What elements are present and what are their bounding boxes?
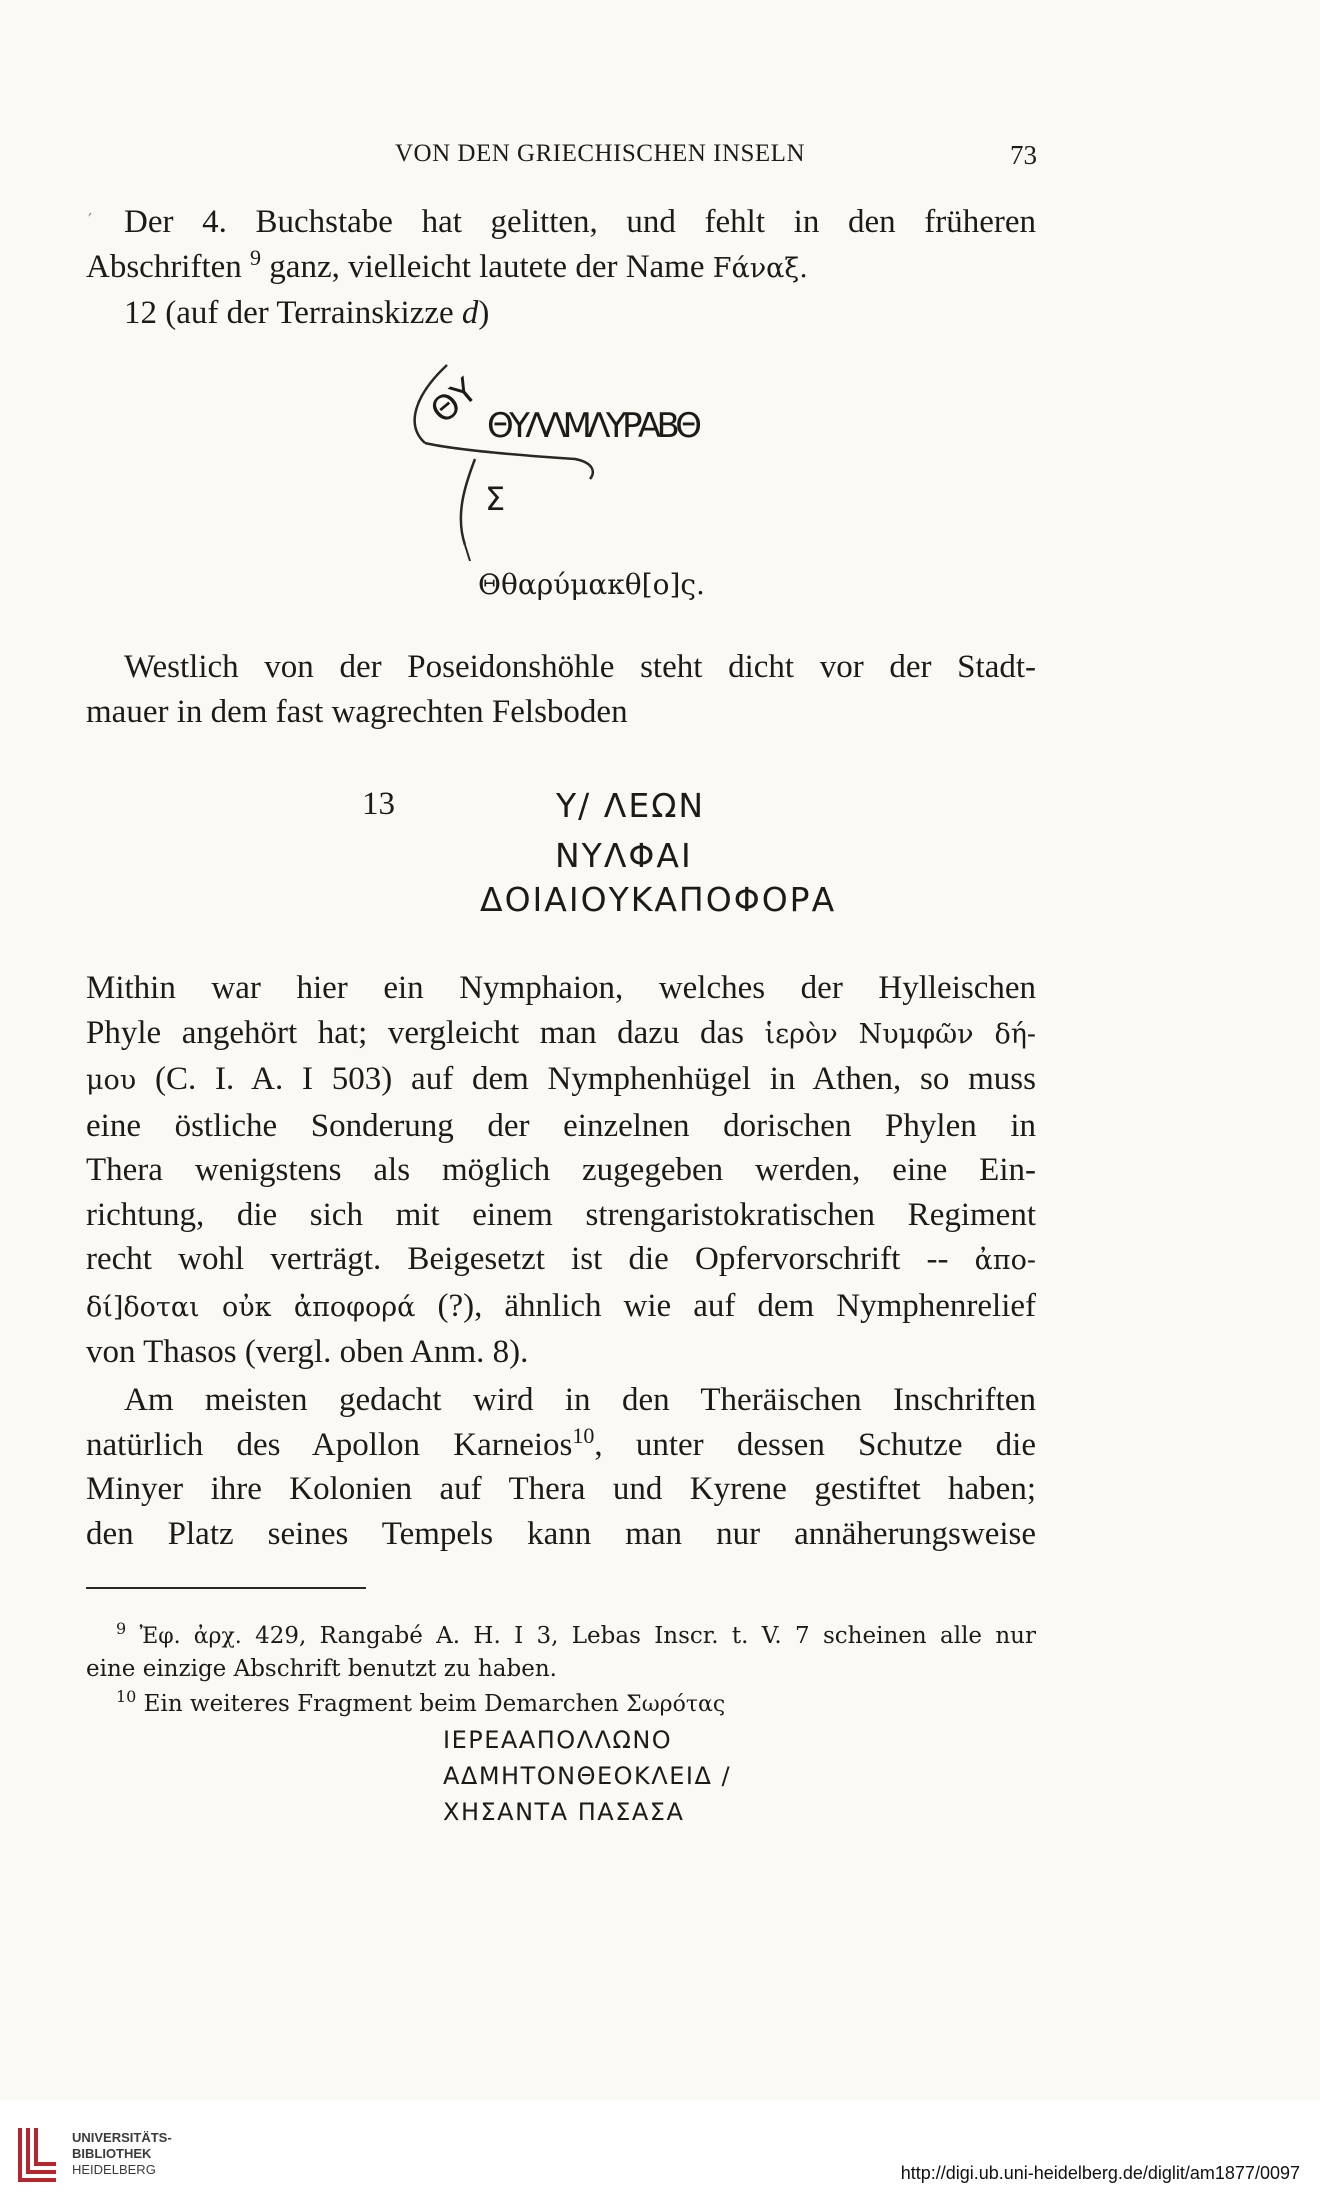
text-line: richtung, die sich mit einem strengaristokratischen Regiment <box>86 1196 1036 1233</box>
text-line: mauer in dem fast wagrechten Felsboden <box>86 693 628 730</box>
greek-phrase: δί]δοται οὐκ ἀποφορά <box>86 1291 416 1323</box>
library-logo-icon <box>14 2124 62 2184</box>
text-span: 12 (auf der Terrainskizze <box>124 295 454 331</box>
footnote-number: 10 <box>116 1687 137 1706</box>
text-span: ) <box>478 295 490 331</box>
text-span: Phyle angehört hat; vergleicht man dazu das <box>86 1014 745 1051</box>
text-line <box>86 1011 1036 1058</box>
sketch-caption: Θθαρύμακθ[ο]ς. <box>478 568 705 601</box>
text-span: recht wohl verträgt. Beigesetzt ist die Opfervorschrift -- <box>86 1241 949 1277</box>
paragraph-3 <box>86 966 1036 1375</box>
text-span: (C. I. A. I 503) auf dem Nymphenhügel in Athen, so muss <box>154 1061 1036 1097</box>
text-line: Thera wenigstens als möglich zugegeben werden, eine Ein- <box>86 1152 1036 1188</box>
text-span: Abschriften <box>86 248 242 285</box>
source-url[interactable]: http://digi.ub.uni-heidelberg.de/diglit/am1877/0097 <box>900 2163 1300 2183</box>
text-span: , unter dessen Schutze die <box>594 1426 1036 1463</box>
footnote-inscription-line-1: ΙΕΡΕΑΑΠΟΛΛΩΝΟ <box>443 1726 673 1754</box>
margin-mark: ′ <box>88 210 93 231</box>
text-line <box>86 245 1036 292</box>
text-line: von Thasos (vergl. oben Anm. 8). <box>86 1334 529 1370</box>
text-span: (?), ähnlich wie auf dem Nymphenrelief <box>437 1287 1036 1324</box>
greek-word: Fάναξ. <box>712 252 808 284</box>
footnote-inscription-line-3: ΧΗΣΑΝΤΑ ΠΑΣΑΣΑ <box>443 1798 685 1826</box>
paragraph-4 <box>86 1378 1036 1556</box>
text-line: Minyer ihre Kolonien auf Thera und Kyrene gestiftet haben; <box>86 1471 1036 1507</box>
text-line <box>86 1237 1036 1284</box>
text-line: eine östliche Sonderung der einzelnen dorischen Phylen in <box>86 1107 1036 1144</box>
footnote-9 <box>86 1620 1036 1686</box>
italic-letter: d <box>461 295 479 331</box>
running-title: VON DEN GRIECHISCHEN INSELN <box>394 140 805 167</box>
sketch-rotated-letters: ΘΥ <box>423 370 486 432</box>
footnote-line: eine einzige Abschrift benutzt zu haben. <box>86 1656 557 1682</box>
text-line: den Platz seines Tempels kann man nur annäherungsweise <box>86 1515 1036 1552</box>
text-line: Der 4. Buchstabe hat gelitten, und fehlt in den früheren <box>124 204 1036 240</box>
footnote-ref[interactable]: 10 <box>572 1422 595 1448</box>
text-line <box>86 1284 1036 1331</box>
sketch-crack-line <box>425 443 593 479</box>
footnote-10 <box>86 1688 1036 1721</box>
library-name-line: BIBLIOTHEK <box>72 2146 152 2161</box>
text-line <box>86 1057 1036 1104</box>
sketch-inscription-line-2: Σ <box>485 480 506 518</box>
inscription-line-3: ΔΟΙΑΙΟΥΚΑΠΟΦΟΡΑ <box>480 880 837 919</box>
footnote-line <box>86 1688 1036 1721</box>
inscription-sketch <box>395 355 715 565</box>
footnote-line <box>86 1620 1036 1653</box>
greek-word: μου <box>86 1065 137 1096</box>
text-span: 429, Rangabé A. H. I 3, Lebas Inscr. t. V. 7 scheinen alle nur <box>255 1623 1036 1649</box>
inscription-line-1: Υ/ ΛΕΩΝ <box>556 786 706 825</box>
footnote-number: 9 <box>116 1619 127 1638</box>
text-line: Am meisten gedacht wird in den Theräischen Inschriften <box>124 1382 1036 1418</box>
library-name-line: HEIDELBERG <box>72 2162 156 2177</box>
paragraph-2 <box>86 645 1036 734</box>
page-number: 73 <box>1010 140 1037 170</box>
footnote-ref[interactable]: 9 <box>250 244 262 270</box>
greek-phrase: ἱερὸν Νυμφῶν δή- <box>764 1018 1037 1050</box>
footnote-rule <box>86 1587 366 1589</box>
greek-name: Σωρότας <box>626 1692 726 1717</box>
text-span: Ein weiteres Fragment beim Demarchen <box>143 1691 619 1717</box>
inscription-number: 13 <box>362 786 395 822</box>
footnote-inscription-line-2: ΑΔΜΗΤΟΝΘΕΟΚΛΕΙΔ / <box>443 1762 732 1790</box>
inscription-line-2: ΝΥΛΦΑΙ <box>555 836 693 875</box>
logo-mark <box>20 2128 56 2180</box>
greek-abbrev: Ἐφ. ἀρχ. <box>139 1624 242 1649</box>
text-line: Mithin war hier ein Nymphaion, welches der Hylleischen <box>86 970 1036 1006</box>
text-line <box>86 1423 1036 1468</box>
footer-bar <box>0 2100 1320 2206</box>
paragraph-1 <box>86 200 1036 336</box>
text-span: natürlich des Apollon Karneios <box>86 1426 573 1463</box>
sketch-inscription-line-1: ΘΥΛΛΜΛΥΡΑΒΘ <box>487 406 702 446</box>
text-span: ganz, vielleicht lautete der Name <box>269 248 705 285</box>
item-12-label <box>86 291 1036 336</box>
library-name-line: UNIVERSITÄTS- <box>72 2130 172 2145</box>
sketch-tail <box>465 545 470 561</box>
text-line: Westlich von der Poseidonshöhle steht dicht vor der Stadt- <box>124 649 1036 685</box>
library-name <box>72 2130 172 2178</box>
greek-word: ἀπο- <box>974 1245 1037 1276</box>
sketch-curve-lower <box>461 459 475 545</box>
